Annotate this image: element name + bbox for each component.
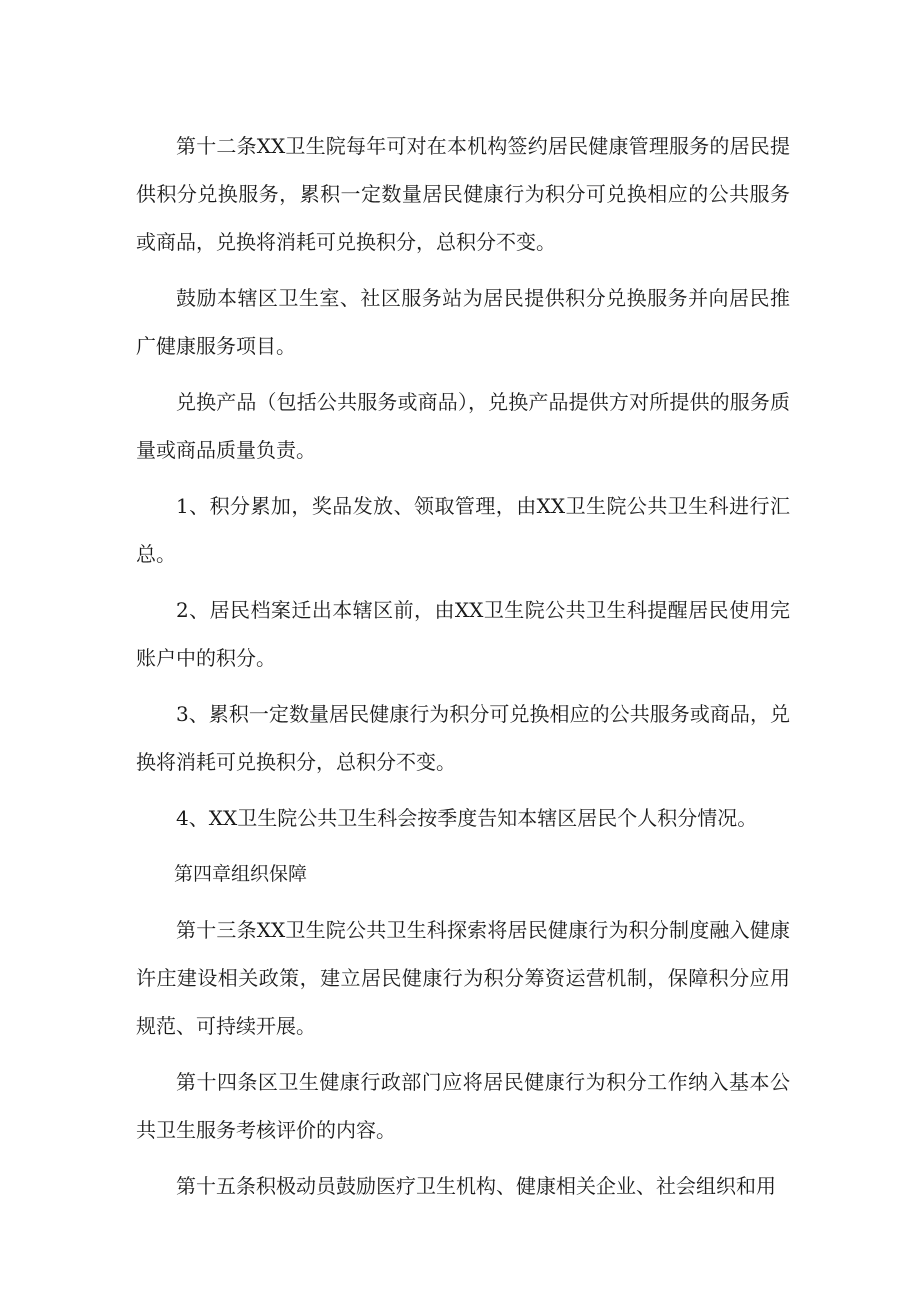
paragraph-item-1: 1、积分累加，奖品发放、领取管理，由XX卫生院公共卫生科进行汇总。 [136, 494, 790, 566]
paragraph-exchange-products: 兑换产品（包括公共服务或商品），兑换产品提供方对所提供的服务质量或商品质量负责。 [136, 390, 790, 462]
paragraph-article-14: 第十四条区卫生健康行政部门应将居民健康行为积分工作纳入基本公共卫生服务考核评价的内容。 [136, 1070, 790, 1142]
paragraph-encourage-exchange: 鼓励本辖区卫生室、社区服务站为居民提供积分兑换服务并向居民推广健康服务项目。 [136, 286, 790, 358]
document-body [136, 122, 790, 1218]
paragraph-item-3: 3、累积一定数量居民健康行为积分可兑换相应的公共服务或商品，兑换将消耗可兑换积分，总积分不变。 [136, 702, 790, 774]
paragraph-article-12: 第十二条XX卫生院每年可对在本机构签约居民健康管理服务的居民提供积分兑换服务，累积一定数量居民健康行为积分可兑换相应的公共服务或商品，兑换将消耗可兑换积分，总积分不变。 [136, 134, 790, 254]
paragraph-article-15: 第十五条积极动员鼓励医疗卫生机构、健康相关企业、社会组织和用 [176, 1174, 776, 1198]
paragraph-item-4: 4、XX卫生院公共卫生科会按季度告知本辖区居民个人积分情况。 [176, 806, 758, 830]
paragraph-item-2: 2、居民档案迁出本辖区前，由XX卫生院公共卫生科提醒居民使用完账户中的积分。 [136, 598, 790, 670]
paragraph-article-13: 第十三条XX卫生院公共卫生科探索将居民健康行为积分制度融入健康许庄建设相关政策，建立居民健康行为积分筹资运营机制，保障积分应用规范、可持续开展。 [136, 918, 790, 1038]
chapter-heading: 第四章组织保障 [174, 863, 308, 885]
